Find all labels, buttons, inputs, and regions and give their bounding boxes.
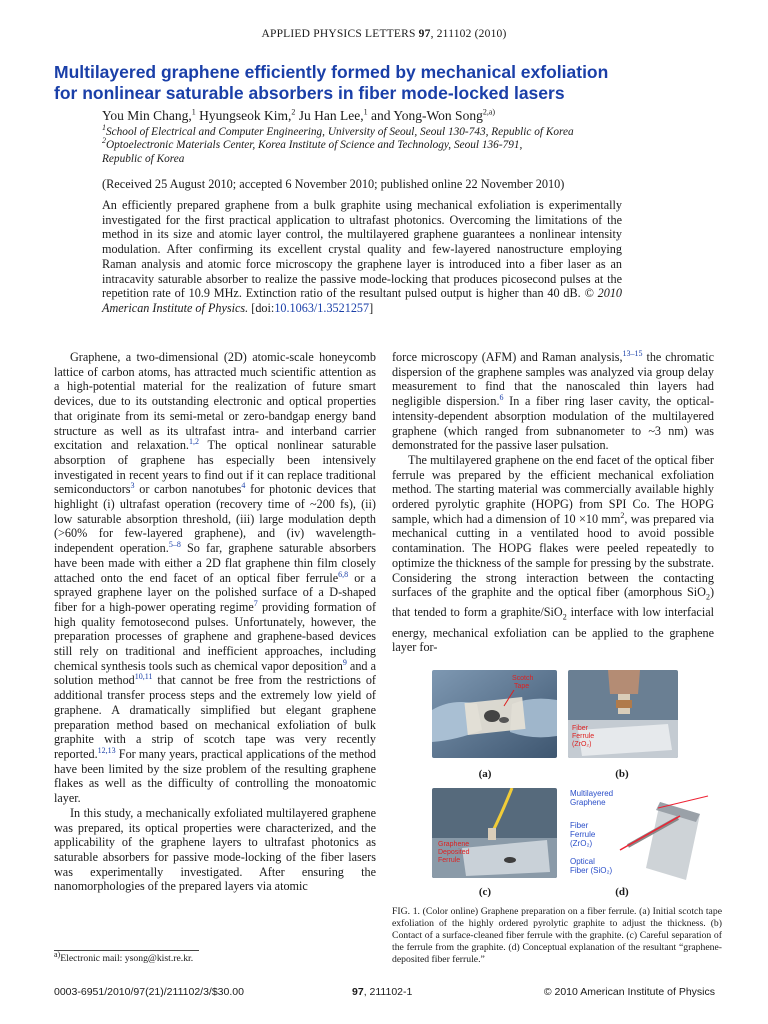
panel-label-a: (a) — [478, 768, 492, 780]
paragraph: In this study, a mechanically exfoliated multilayered graphene was prepared, its optical properties were characterized, and the applicability of the graphene layers to ultrafast photonics as saturable absorbers for passive mode-locking of the fiber lasers was experimentally investigated. After ensuring the nanomorphologies of the prepared layers via atomic — [54, 805, 376, 894]
affiliation-2-country: Republic of Korea — [102, 152, 185, 165]
author-3: Ju Han Lee, — [295, 108, 364, 123]
journal-volume: 97 — [418, 28, 431, 40]
abstract-body: An efficiently prepared graphene from a bulk graphite using mechanical exfoliation is experimentally investigated for the first practical application to ultrafast photonics. Overcoming the limitations of the method in its size and atomic layer control, the multilayered graphene guarantees a nonlinear intensity modulation. After confirming its excellent crystal quality and few-layered nanostructure employing Raman analysis and atomic force microscopy the graphene layer is introduced into a fiber laser as an intracavity saturable absorber to realize the passive mode-locking that produces picosecond pulses at the repetition rate of 10.9 MHz. Extinction ratio of the resultant pulsed output is higher than 40 dB. — [102, 198, 622, 301]
photo-a-tag-2: Tape — [514, 683, 530, 690]
citation-link[interactable]: 12,13 — [97, 745, 116, 755]
schematic-ferrule-label-2: Ferrule — [570, 830, 596, 839]
photo-b-tag-3: (ZrO₂) — [572, 741, 592, 748]
author-2: Hyungseok Kim, — [195, 108, 292, 123]
footer-issn: 0003-6951/2010/97(21)/211102/3/$30.00 — [54, 986, 244, 998]
figure-1-caption: FIG. 1. (Color online) Graphene preparation on a fiber ferrule. (a) Initial scotch tape exfoliation of the highly ordered pyrolytic graphite to adjust the thickness. (b) Contact of a surface-cleaned fiber ferrule with the graphite. (c) Careful separation of the ferrule from the graphite. (d) Conceptual explanation of the resultant “graphene-deposited fiber ferrule.” — [392, 906, 722, 965]
citation-link[interactable]: 13–15 — [622, 348, 643, 358]
figure-1 — [420, 670, 720, 905]
author-4: and Yong-Won Song — [367, 108, 483, 123]
citation-link[interactable]: 1,2 — [188, 437, 199, 447]
received-dates: (Received 25 August 2010; accepted 6 November 2010; published online 22 November 2010) — [102, 177, 565, 191]
affiliation-2: $^2$Optoelectronic Materials Center, Korea Institute of Science and Technology, Seoul 136-791, — [102, 136, 523, 152]
paragraph: The multilayered graphene on the end facet of the optical fiber ferrule was prepared by the efficient mechanical exfoliation method. The starting material was commercially available highly ordered pyrolytic graphite (HOPG) from SPI Co. The HOPG sample, which had a dimension of 10 ×10 $mm^2$, was prepared via mechanical cutting in a ventilated hood to avoid possible contamination. The HOPG flakes were peeled repeatedly to optimize the thickness of the sample for pressing by the substrate. Considering the strong interaction between the contacting surfaces of the graphite and the optical fiber (amorphous SiO$_2$) that tended to form a graphite/SiO$_2$ interface with low interfacial energy, mechanical exfoliation can be applied to the graphene layer for- — [392, 452, 715, 655]
author-1: You Min Chang, — [102, 108, 192, 123]
journal-page: , 211102 (2010) — [430, 28, 507, 40]
title-line-1: Multilayered graphene efficiently formed by mechanical exfoliation — [54, 62, 609, 82]
schematic-ferrule-label-3: (ZrO₂) — [570, 839, 593, 848]
paragraph: force microscopy (AFM) and Raman analysis,$^{13-15}$ the chromatic dispersion of the graphene samples was analyzed via group delay measurement to find that the nanoscaled thin layers had negligible dispersion.$^6$ In a fiber ring laser cavity, the optical-intensity-dependent absorption modulation of the multilayered graphene (which ranged from subnanometer to ~3 nm) was demonstrated for the passive laser pulsation. — [392, 348, 714, 453]
photo-c-tag-3: Ferrule — [438, 857, 461, 864]
photo-c-tag-2: Deposited — [438, 849, 470, 856]
photo-c-tag-1: Graphene — [438, 841, 470, 848]
footer-page: 97, 211102-1 — [352, 986, 413, 998]
paragraph: Graphene, a two-dimensional (2D) atomic-scale honeycomb lattice of carbon atoms, has attracted much scientific attention as a high-potential material for the realization of future smart devices, due to its outstanding electronic and optical properties that originate from its semi-metal or zero-bandgap energy band structure as well as its ultrafast intra- and interband carrier excitation and relaxation.$^{1,2}$ The optical nonlinear saturable absorption of graphene has especially been intensively investigated in recent years to find out if it can replace traditional semiconductors$^3$ or carbon nanotubes$^4$ for photonic devices that highlight (i) ultrafast operation (recovery time of ~200 fs), (ii) low saturable absorption threshold, (iii) large modulation depth (>60% for few-layered graphene), and (iv) wavelength-independent operation.$^{5-8}$ So far, graphene saturable absorbers have been made with either a 2D flat graphene thin film closely attached onto the end facet of an optical fiber ferrule$^{6,8}$ or a sprayed graphene layer on the polished surface of a D-shaped fiber for a high-power operating regime$^7$ providing formation of high quality femotosecond pulses. Unfortunately, however, the preparation processes of graphene and graphene-based devices still rely on traditional and inefficient approaches, including chemical synthesis tools such as chemical vapor deposition$^9$ and a solution method$^{10,11}$ that cannot be free from the restrictions of additional transfer process steps and the extremely low yield of graphene. A dramatically simplified but elegant graphene preparation method based on mechanical exfoliation of bulk graphite with a strip of scotch tape was very recently reported.$^{12,13}$ For many years, practical applications of the method have been limited by the size problem of the resulting graphene flakes as well as the difficulty of controlling the monoatomic layer. — [54, 350, 376, 806]
citation-link[interactable]: 5–8 — [168, 540, 181, 550]
footer-copyright: © 2010 American Institute of Physics — [543, 986, 715, 998]
schematic-graphene-label-1: Multilayered — [570, 789, 614, 798]
photo-ferrule-separation — [432, 788, 557, 878]
panel-label-d: (d) — [615, 886, 629, 898]
author-3-affil: 1 — [363, 107, 368, 117]
journal-name: APPLIED PHYSICS LETTERS — [261, 28, 416, 40]
citation-link[interactable]: 3 — [130, 481, 135, 491]
body-column-left — [54, 350, 376, 894]
citation-link[interactable]: 6,8 — [338, 569, 349, 579]
abstract: An efficiently prepared graphene from a bulk graphite using mechanical exfoliation is experimentally investigated for the first practical application to ultrafast photonics. Overcoming the limitations of the method in its size and atomic layer control, the multilayered graphene guarantees a nonlinear intensity modulation. After confirming its excellent crystal quality and few-layered nanostructure employing Raman analysis and atomic force microscopy the graphene layer is introduced into a fiber laser as an intracavity saturable absorber to realize the passive mode-locking that produces picosecond pulses at the repetition rate of 10.9 MHz. Extinction ratio of the resultant pulsed output is higher than 40 dB. © 2010 American Institute of Physics. [doi:10.1063/1.3521257] — [102, 198, 623, 315]
photo-b-tag-2: Ferrule — [572, 733, 595, 740]
citation-link[interactable]: 9 — [342, 657, 347, 667]
schematic-graphene-ferrule — [568, 788, 718, 880]
author-1-affil: 1 — [191, 107, 196, 117]
photo-scotch-tape-exfoliation — [432, 670, 557, 758]
affiliations — [102, 123, 722, 166]
citation-link[interactable]: 4 — [241, 481, 246, 491]
footnote-mark: a) — [54, 949, 61, 959]
citation-link[interactable]: 10,11 — [134, 672, 153, 682]
journal-header — [0, 28, 768, 40]
author-2-affil: 2 — [291, 107, 296, 117]
doi-link[interactable]: 10.1063/1.3521257 — [274, 300, 370, 315]
paper-title — [54, 62, 714, 104]
photo-ferrule-contact — [568, 670, 678, 758]
body-column-right — [392, 350, 714, 655]
photo-b-tag-1: Fiber — [572, 725, 588, 732]
schematic-fiber-label-1: Optical — [570, 857, 595, 866]
panel-label-c: (c) — [478, 886, 492, 898]
author-list — [102, 108, 722, 124]
author-4-affil: 2,a) — [482, 107, 496, 117]
footnote-email: Electronic mail: ysong@kist.re.kr. — [60, 953, 194, 964]
schematic-graphene-label-2: Graphene — [570, 798, 606, 807]
panel-label-b: (b) — [615, 768, 629, 780]
photo-a-tag-1: Scotch — [512, 675, 534, 682]
footnote-divider — [54, 950, 199, 951]
abstract-copyright: © 2010 American Institute of Physics. — [102, 286, 623, 315]
footnote — [54, 949, 374, 964]
schematic-fiber-label-2: Fiber (SiO₂) — [570, 866, 613, 875]
affiliation-1: $^1$School of Electrical and Computer Engineering, University of Seoul, Seoul 130-743, Republic of Korea — [102, 123, 574, 138]
citation-link[interactable]: 7 — [253, 598, 258, 608]
citation-link[interactable]: 6 — [499, 393, 504, 403]
title-line-2: for nonlinear saturable absorbers in fiber mode-locked lasers — [54, 83, 565, 103]
schematic-ferrule-label-1: Fiber — [570, 821, 589, 830]
